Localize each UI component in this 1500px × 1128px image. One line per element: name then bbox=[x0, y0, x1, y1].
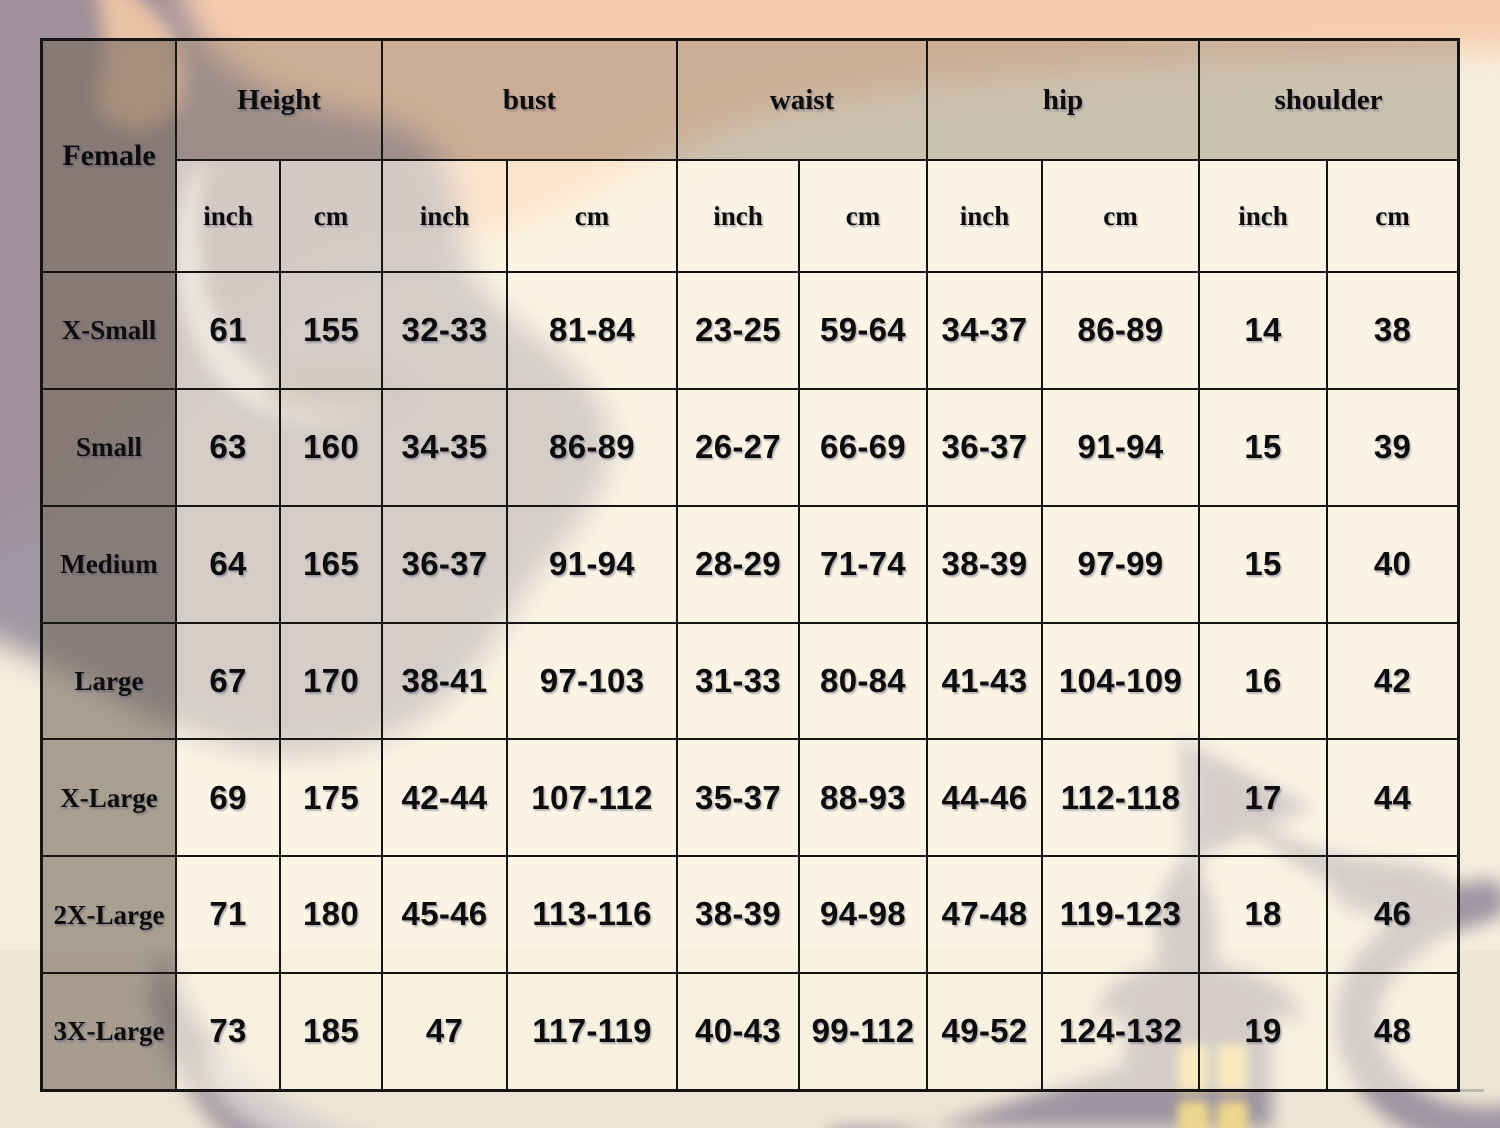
size-value-cell: 80-84 bbox=[799, 623, 927, 740]
size-value-cell: 40 bbox=[1327, 506, 1458, 623]
group-header-height: Height bbox=[176, 40, 382, 160]
size-value-cell: 31-33 bbox=[677, 623, 799, 740]
size-value-cell: 44-46 bbox=[927, 739, 1042, 856]
size-value-cell: 39 bbox=[1327, 389, 1458, 506]
size-value-cell: 49-52 bbox=[927, 973, 1042, 1090]
size-value-cell: 71-74 bbox=[799, 506, 927, 623]
unit-header-hip-inch: inch bbox=[927, 160, 1042, 272]
size-value-cell: 45-46 bbox=[382, 856, 507, 973]
size-value-cell: 180 bbox=[280, 856, 382, 973]
size-value-cell: 26-27 bbox=[677, 389, 799, 506]
size-value-cell: 34-37 bbox=[927, 272, 1042, 389]
size-value-cell: 88-93 bbox=[799, 739, 927, 856]
size-value-cell: 81-84 bbox=[507, 272, 677, 389]
size-value-cell: 48 bbox=[1327, 973, 1458, 1090]
size-value-cell: 124-132 bbox=[1042, 973, 1199, 1090]
size-value-cell: 15 bbox=[1199, 389, 1327, 506]
size-value-cell: 69 bbox=[176, 739, 280, 856]
corner-header-female: Female bbox=[42, 40, 176, 272]
size-value-cell: 94-98 bbox=[799, 856, 927, 973]
size-row-label: X-Large bbox=[42, 739, 176, 856]
size-row-label: Small bbox=[42, 389, 176, 506]
size-value-cell: 38-39 bbox=[677, 856, 799, 973]
size-value-cell: 44 bbox=[1327, 739, 1458, 856]
size-row-label: 2X-Large bbox=[42, 856, 176, 973]
size-value-cell: 19 bbox=[1199, 973, 1327, 1090]
size-value-cell: 16 bbox=[1199, 623, 1327, 740]
size-value-cell: 155 bbox=[280, 272, 382, 389]
size-row-label: X-Small bbox=[42, 272, 176, 389]
size-value-cell: 42 bbox=[1327, 623, 1458, 740]
size-value-cell: 104-109 bbox=[1042, 623, 1199, 740]
size-value-cell: 38-39 bbox=[927, 506, 1042, 623]
size-value-cell: 86-89 bbox=[1042, 272, 1199, 389]
size-value-cell: 97-99 bbox=[1042, 506, 1199, 623]
size-value-cell: 67 bbox=[176, 623, 280, 740]
size-value-cell: 47 bbox=[382, 973, 507, 1090]
size-value-cell: 59-64 bbox=[799, 272, 927, 389]
size-value-cell: 107-112 bbox=[507, 739, 677, 856]
size-value-cell: 73 bbox=[176, 973, 280, 1090]
size-value-cell: 17 bbox=[1199, 739, 1327, 856]
size-value-cell: 185 bbox=[280, 973, 382, 1090]
size-value-cell: 91-94 bbox=[1042, 389, 1199, 506]
size-value-cell: 41-43 bbox=[927, 623, 1042, 740]
size-value-cell: 14 bbox=[1199, 272, 1327, 389]
size-row-label: 3X-Large bbox=[42, 973, 176, 1090]
size-value-cell: 38 bbox=[1327, 272, 1458, 389]
size-value-cell: 170 bbox=[280, 623, 382, 740]
size-value-cell: 112-118 bbox=[1042, 739, 1199, 856]
size-value-cell: 47-48 bbox=[927, 856, 1042, 973]
unit-header-bust-inch: inch bbox=[382, 160, 507, 272]
size-value-cell: 86-89 bbox=[507, 389, 677, 506]
size-value-cell: 36-37 bbox=[382, 506, 507, 623]
size-value-cell: 71 bbox=[176, 856, 280, 973]
group-header-hip: hip bbox=[927, 40, 1199, 160]
size-value-cell: 99-112 bbox=[799, 973, 927, 1090]
size-value-cell: 66-69 bbox=[799, 389, 927, 506]
size-value-cell: 34-35 bbox=[382, 389, 507, 506]
border-tick-mark bbox=[1458, 1089, 1484, 1092]
size-value-cell: 32-33 bbox=[382, 272, 507, 389]
unit-header-shoulder-inch: inch bbox=[1199, 160, 1327, 272]
size-value-cell: 165 bbox=[280, 506, 382, 623]
unit-header-bust-cm: cm bbox=[507, 160, 677, 272]
unit-header-waist-inch: inch bbox=[677, 160, 799, 272]
size-value-cell: 64 bbox=[176, 506, 280, 623]
size-value-cell: 42-44 bbox=[382, 739, 507, 856]
size-value-cell: 63 bbox=[176, 389, 280, 506]
group-header-waist: waist bbox=[677, 40, 927, 160]
size-value-cell: 23-25 bbox=[677, 272, 799, 389]
size-row-label: Large bbox=[42, 623, 176, 740]
size-value-cell: 28-29 bbox=[677, 506, 799, 623]
size-value-cell: 97-103 bbox=[507, 623, 677, 740]
size-value-cell: 119-123 bbox=[1042, 856, 1199, 973]
unit-header-height-cm: cm bbox=[280, 160, 382, 272]
size-value-cell: 46 bbox=[1327, 856, 1458, 973]
size-value-cell: 35-37 bbox=[677, 739, 799, 856]
size-value-cell: 15 bbox=[1199, 506, 1327, 623]
group-header-shoulder: shoulder bbox=[1199, 40, 1458, 160]
size-value-cell: 36-37 bbox=[927, 389, 1042, 506]
size-value-cell: 38-41 bbox=[382, 623, 507, 740]
size-value-cell: 117-119 bbox=[507, 973, 677, 1090]
size-chart-table bbox=[40, 38, 1460, 1092]
unit-header-height-inch: inch bbox=[176, 160, 280, 272]
unit-header-shoulder-cm: cm bbox=[1327, 160, 1458, 272]
size-value-cell: 113-116 bbox=[507, 856, 677, 973]
size-row-label: Medium bbox=[42, 506, 176, 623]
size-value-cell: 18 bbox=[1199, 856, 1327, 973]
unit-header-hip-cm: cm bbox=[1042, 160, 1199, 272]
size-value-cell: 61 bbox=[176, 272, 280, 389]
size-value-cell: 91-94 bbox=[507, 506, 677, 623]
size-value-cell: 40-43 bbox=[677, 973, 799, 1090]
unit-header-waist-cm: cm bbox=[799, 160, 927, 272]
size-value-cell: 160 bbox=[280, 389, 382, 506]
group-header-bust: bust bbox=[382, 40, 677, 160]
size-value-cell: 175 bbox=[280, 739, 382, 856]
